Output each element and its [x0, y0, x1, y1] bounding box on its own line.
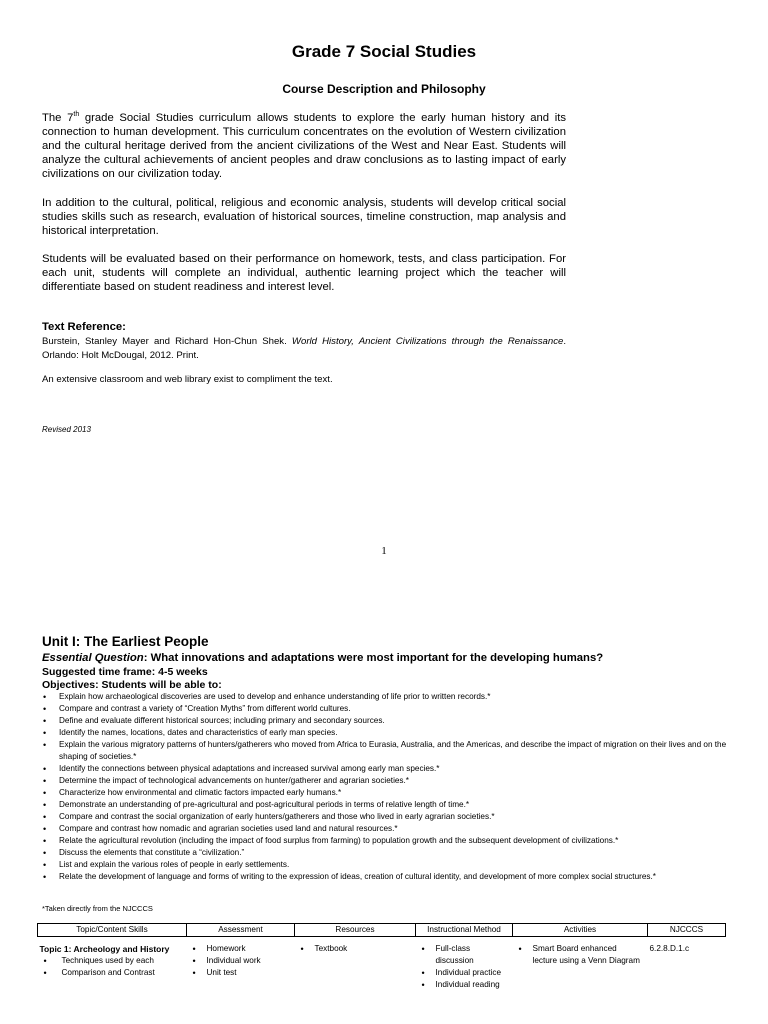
objective-item: • Compare and contrast how nomadic and agrarian societies used land and natural resources.*: [42, 823, 732, 835]
column-header-assessment: Assessment: [187, 924, 295, 937]
objective-item: • Define and evaluate different historical sources; including primary and secondary sources.: [42, 715, 732, 727]
column-header-instructional-method: Instructional Method: [416, 924, 513, 937]
objective-item: • Compare and contrast a variety of “Creation Myths” from different world cultures.: [42, 703, 732, 715]
column-header-activities: Activities: [513, 924, 648, 937]
topic-title: Topic 1: Archeology and History: [39, 944, 170, 954]
assessment-list: [191, 943, 291, 979]
assessment-cell: [187, 937, 295, 992]
list-item: • Individual reading: [420, 979, 509, 991]
essential-question: Essential Question: What innovations and adaptations were most important for the developing humans?: [42, 652, 604, 664]
methods-list: [420, 943, 509, 991]
unit-plan-table: [37, 923, 726, 991]
objectives-list: [42, 691, 732, 883]
objective-item: • Discuss the elements that constitute a “civilization.”: [42, 847, 732, 859]
objective-item: • Relate the agricultural revolution (including the impact of food surplus from farming) to population growth and the subsequent development of civilizations.*: [42, 835, 732, 847]
list-item: • Individual practice: [420, 967, 509, 979]
objective-item: • Explain the various migratory patterns of hunters/gatherers who moved from Africa to Eurasia, Australia, and the Americas, and describe the impact of migration on their lives and on the shaping of societies.*: [42, 739, 732, 763]
instructional-method-cell: [416, 937, 513, 992]
objectives-heading: Objectives: Students will be able to:: [42, 679, 222, 691]
list-item: • Homework: [191, 943, 291, 955]
objective-item: • Demonstrate an understanding of pre-agricultural and post-agricultural periods in terms of relative length of time.*: [42, 799, 732, 811]
objective-item: • Identify the connections between physical adaptations and increased survival among early man species.*: [42, 763, 732, 775]
document-title: Grade 7 Social Studies: [291, 42, 477, 61]
list-item: • Textbook: [299, 943, 412, 955]
njcccs-footnote: *Taken directly from the NJCCCS: [42, 904, 153, 913]
unit-title: Unit I: The Earliest People: [42, 634, 209, 649]
list-item: • Unit test: [191, 967, 291, 979]
text-reference-heading: Text Reference:: [42, 321, 126, 333]
objective-item: • List and explain the various roles of people in early settlements.: [42, 859, 732, 871]
table-row: [38, 937, 726, 992]
revised-note: Revised 2013: [42, 425, 91, 434]
activities-cell: [513, 937, 648, 992]
list-item: • Full-class discussion: [420, 943, 509, 967]
column-header-topic: Topic/Content Skills: [38, 924, 187, 937]
activities-list: [517, 943, 644, 967]
suggested-time-frame: Suggested time frame: 4-5 weeks: [42, 666, 208, 678]
list-item: • Smart Board enhanced lecture using a Venn Diagram: [517, 943, 644, 967]
topic-skill-list: [40, 955, 183, 979]
page-number: 1: [381, 545, 387, 557]
list-item: • Comparison and Contrast: [40, 967, 183, 979]
column-header-njcccs: NJCCCS: [648, 924, 726, 937]
objective-item: • Characterize how environmental and climatic factors impacted early humans.*: [42, 787, 732, 799]
objective-item: • Identify the names, locations, dates and characteristics of early man species.: [42, 727, 732, 739]
paragraph-skills: In addition to the cultural, political, religious and economic analysis, students will develop critical social studies skills such as research, evaluation of historical sources, timeline construction, map analysis and historical interpretation.: [42, 197, 566, 237]
objective-item: • Relate the development of language and forms of writing to the expression of ideas, creation of cultural identity, and development of more complex social structures.*: [42, 871, 732, 883]
paragraph-evaluation: Students will be evaluated based on their performance on homework, tests, and class participation. For each unit, students will complete an individual, authentic learning project which the teacher will differentiate based on student readiness and interest level.: [42, 253, 566, 293]
paragraph-curriculum-overview: The 7th grade Social Studies curriculum allows students to explore the early human history and its connection to human development. This curriculum concentrates on the evolution of Western civilization and the cultural heritage derived from the ancient civilizations of the West and Near East. Students will analyze the cultural achievements of ancient peoples and draw conclusions as to lasting impact of early civilizations on our civilization today.: [42, 111, 566, 180]
resources-cell: [295, 937, 416, 992]
list-item: • Individual work: [191, 955, 291, 967]
library-note: An extensive classroom and web library exist to compliment the text.: [42, 374, 333, 385]
table-header-row: [38, 924, 726, 937]
resources-list: [299, 943, 412, 955]
section-heading-course-description: Course Description and Philosophy: [282, 82, 486, 96]
objective-item: • Determine the impact of technological advancements on hunter/gatherer and agrarian societies.*: [42, 775, 732, 787]
topic-cell: [38, 937, 187, 992]
text-reference-citation: Burstein, Stanley Mayer and Richard Hon-Chun Shek. World History, Ancient Civilizations through the Renaissance. Orlando: Holt McDougal, 2012. Print.: [42, 336, 566, 361]
list-item: • Techniques used by each: [40, 955, 183, 967]
objective-item: • Explain how archaeological discoveries are used to develop and enhance understanding of life prior to written records.*: [42, 691, 732, 703]
njcccs-cell: 6.2.8.D.1.c: [649, 944, 690, 953]
page-two: [0, 590, 768, 1024]
column-header-resources: Resources: [295, 924, 416, 937]
objective-item: • Compare and contrast the social organization of early hunters/gatherers and those who lived in early agrarian societies.*: [42, 811, 732, 823]
